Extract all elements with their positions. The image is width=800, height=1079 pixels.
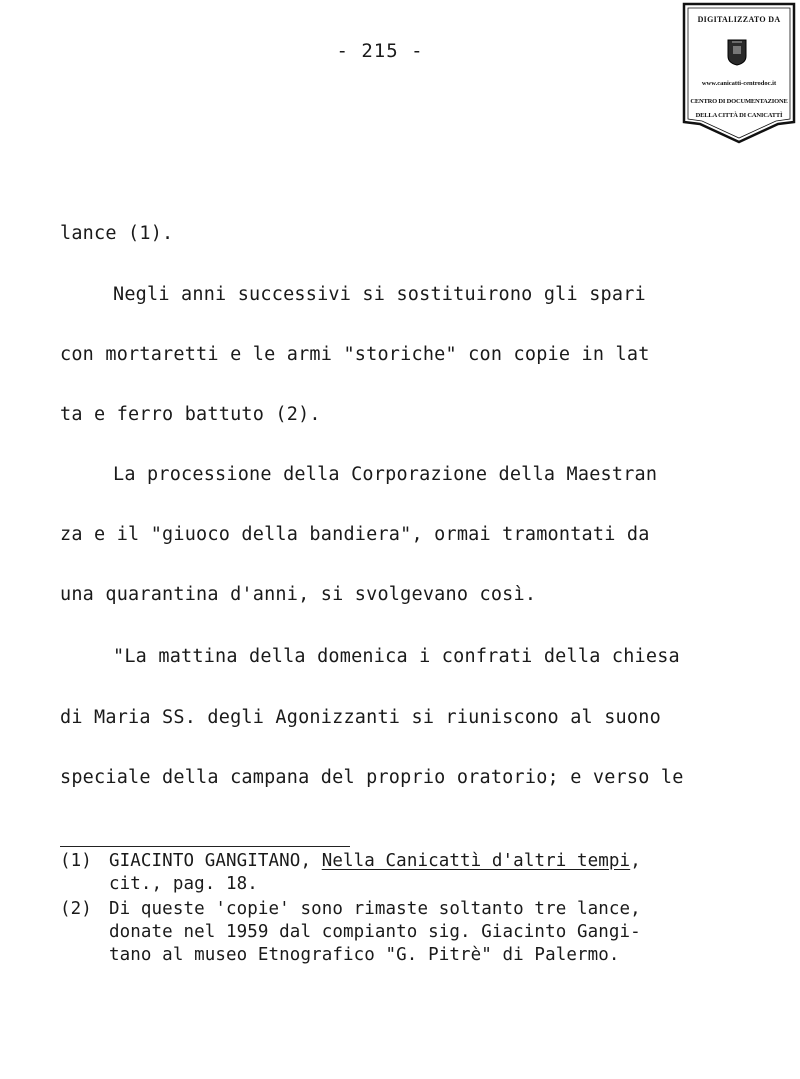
- footnote-work-title: Nella Canicattì d'altri tempi: [321, 851, 631, 871]
- body-line: una quarantina d'anni, si svolgevano così.: [60, 584, 537, 605]
- body-line: La processione della Corporazione della Maestran: [113, 464, 658, 485]
- stamp-org-line1: CENTRO DI DOCUMENTAZIONE: [690, 98, 788, 105]
- body-line: za e il "giuoco della bandiera", ormai tramontati da: [60, 524, 650, 545]
- footnote-2-line-1: Di queste 'copie' sono rimaste soltanto tre lance,: [109, 899, 641, 919]
- footnote-2-line-2: donate nel 1959 dal compianto sig. Giacinto Gangi-: [109, 922, 641, 942]
- digitization-stamp: [682, 2, 796, 144]
- footnote-2-line-3: tano al museo Etnografico "G. Pitrè" di Palermo.: [109, 945, 620, 965]
- body-line: ta e ferro battuto (2).: [60, 404, 321, 425]
- page-number: - 215 -: [336, 40, 424, 62]
- body-line: di Maria SS. degli Agonizzanti si riuniscono al suono: [60, 707, 661, 728]
- footnote-marker: (1): [60, 851, 92, 871]
- footnote-author: GIACINTO GANGITANO,: [109, 851, 312, 871]
- coat-of-arms-icon: [726, 38, 748, 66]
- footnote-punctuation: ,: [630, 851, 641, 871]
- footnote-1-line-1: [109, 850, 641, 872]
- footnote-1-line-2: cit., pag. 18.: [109, 874, 258, 894]
- body-line: Negli anni successivi si sostituirono gli spari: [113, 284, 646, 305]
- footnote-separator: [60, 846, 350, 847]
- body-line: speciale della campana del proprio oratorio; e verso le: [60, 767, 684, 788]
- body-line: "La mattina della domenica i confrati della chiesa: [113, 646, 680, 667]
- body-line: con mortaretti e le armi "storiche" con copie in lat: [60, 344, 650, 365]
- stamp-org-line2: DELLA CITTÀ DI CANICATTÌ: [695, 112, 783, 119]
- footnote-marker: (2): [60, 899, 92, 919]
- stamp-title: DIGITALIZZATO DA: [697, 15, 781, 24]
- stamp-url: www.canicatti-centrodoc.it: [701, 80, 777, 87]
- body-line: lance (1).: [60, 223, 174, 244]
